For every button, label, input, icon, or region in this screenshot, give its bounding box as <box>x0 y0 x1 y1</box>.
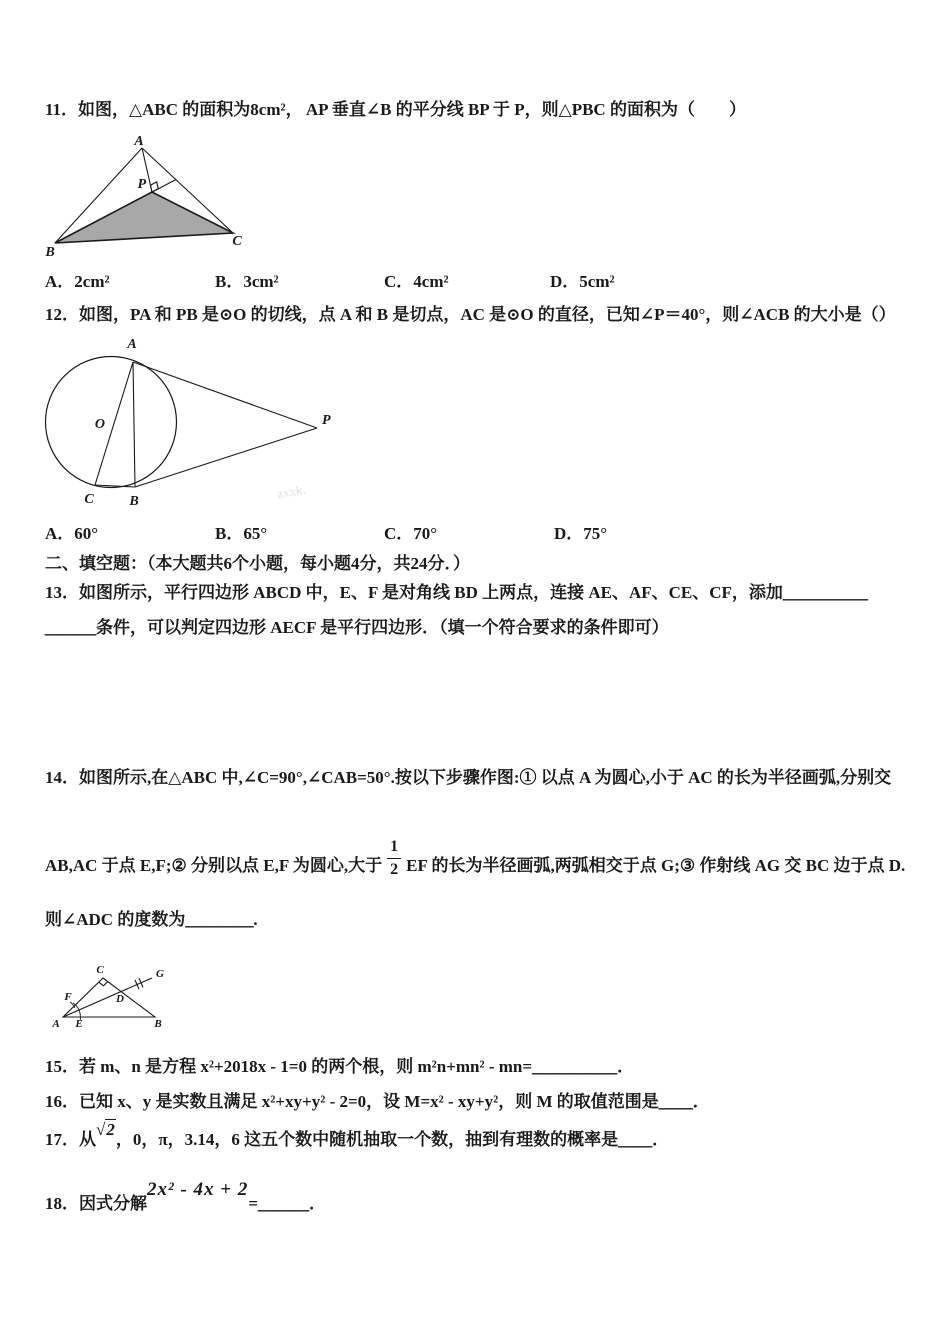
point-label-d: D <box>116 993 124 1005</box>
radical-sign: √ <box>96 1120 106 1139</box>
question-18-text <box>45 1179 327 1215</box>
question-12-text: 12．如图，PA 和 PB 是⊙O 的切线，点 A 和 B 是切点，AC 是⊙O 的直径，已知∠P＝40°，则∠ACB 的大小是（） <box>45 305 896 324</box>
vertex-label-c: C <box>232 234 242 249</box>
vertex-label-b: B <box>45 245 55 260</box>
question-11-text: 11．如图，△ABC 的面积为8cm²， AP 垂直∠B 的平分线 BP 于 P，则△PBC 的面积为（ ） <box>45 100 746 119</box>
question-14-line2 <box>45 820 905 878</box>
vertex-label-b: B <box>154 1018 162 1030</box>
figure-q14-construction <box>48 946 183 1034</box>
shaded-triangle-pbc <box>55 192 233 243</box>
q18-expression: 2x² - 4x + 2 <box>147 1179 249 1200</box>
q17-post: ，0，π，3.14，6 这五个数中随机抽取一个数，抽到有理数的概率是＿＿． <box>115 1130 670 1149</box>
radicand: 2 <box>106 1120 115 1139</box>
question-16-text: 16．已知 x、y 是实数且满足 x²+xy+y² - 2=0，设 M=x² - xy+y²，则 M 的取值范围是＿＿． <box>45 1092 710 1111</box>
point-label-b: B <box>129 494 139 509</box>
question-13-line1: 13．如图所示，平行四边形 ABCD 中，E、F 是对角线 BD 上两点，连接 AE、AF、CE、CF，添加＿＿＿＿＿ <box>45 583 868 602</box>
question-14-line3: 则∠ADC 的度数为＿＿＿＿. <box>45 910 258 929</box>
fraction-one-half <box>387 839 401 878</box>
q12-option-d: D．75° <box>554 524 608 543</box>
vertex-label-a: A <box>52 1018 60 1030</box>
center-label-o: O <box>94 417 105 432</box>
point-label-c: C <box>84 492 94 507</box>
question-13-line2: ＿＿＿条件，可以判定四边形 AECF 是平行四边形．（填一个符合要求的条件即可） <box>45 618 669 637</box>
q11-option-b: B．3cm² <box>215 272 279 291</box>
q11-option-d: D．5cm² <box>550 272 615 291</box>
q12-option-b: B．65° <box>215 524 268 543</box>
point-label-e: E <box>75 1018 83 1030</box>
q12-option-a: A．60° <box>45 524 99 543</box>
q12-option-c: C．70° <box>384 524 438 543</box>
q14-line2-pre: AB,AC 于点 E,F;② 分别以点 E,F 为圆心,大于 <box>45 856 383 875</box>
fraction-denominator: 2 <box>390 861 399 878</box>
q14-line2-post: EF 的长为半径画弧,两弧相交于点 G;③ 作射线 AG 交 BC 边于点 D. <box>406 856 906 875</box>
right-angle-marker <box>151 182 159 192</box>
sqrt-2-radical <box>96 1120 116 1139</box>
q17-pre: 17．从 <box>45 1130 96 1149</box>
point-label-f: F <box>64 991 72 1003</box>
q18-post: =＿＿＿． <box>248 1194 327 1213</box>
fraction-numerator: 1 <box>387 839 401 859</box>
q11-option-a: A．2cm² <box>45 272 110 291</box>
q18-pre: 18．因式分解 <box>45 1194 147 1213</box>
figure-q11-triangle <box>38 132 268 262</box>
right-angle-marker <box>99 982 108 986</box>
question-17-text <box>45 1120 670 1151</box>
vertex-label-p: P <box>137 177 146 192</box>
point-label-p: P <box>322 413 331 428</box>
watermark: zxxk. <box>276 481 307 501</box>
vertex-label-a: A <box>134 134 144 149</box>
figure-q12-circle-tangents <box>28 335 358 515</box>
section-2-header: 二、填空题：（本大题共6个小题，每小题4分，共24分．） <box>45 554 470 573</box>
q12-options <box>45 519 905 543</box>
vertex-label-c: C <box>96 964 104 976</box>
point-label-a: A <box>127 337 137 352</box>
question-15-text: 15．若 m、n 是方程 x²+2018x - 1=0 的两个根，则 m²n+mn² - mn=＿＿＿＿＿． <box>45 1057 635 1076</box>
q11-options <box>45 267 905 291</box>
q11-option-c: C．4cm² <box>384 272 449 291</box>
question-14-line1: 14．如图所示,在△ABC 中,∠C=90°,∠CAB=50°.按以下步骤作图:① 以点 A 为圆心,小于 AC 的长为半径画弧,分别交 <box>45 768 892 787</box>
point-label-g: G <box>156 968 164 980</box>
